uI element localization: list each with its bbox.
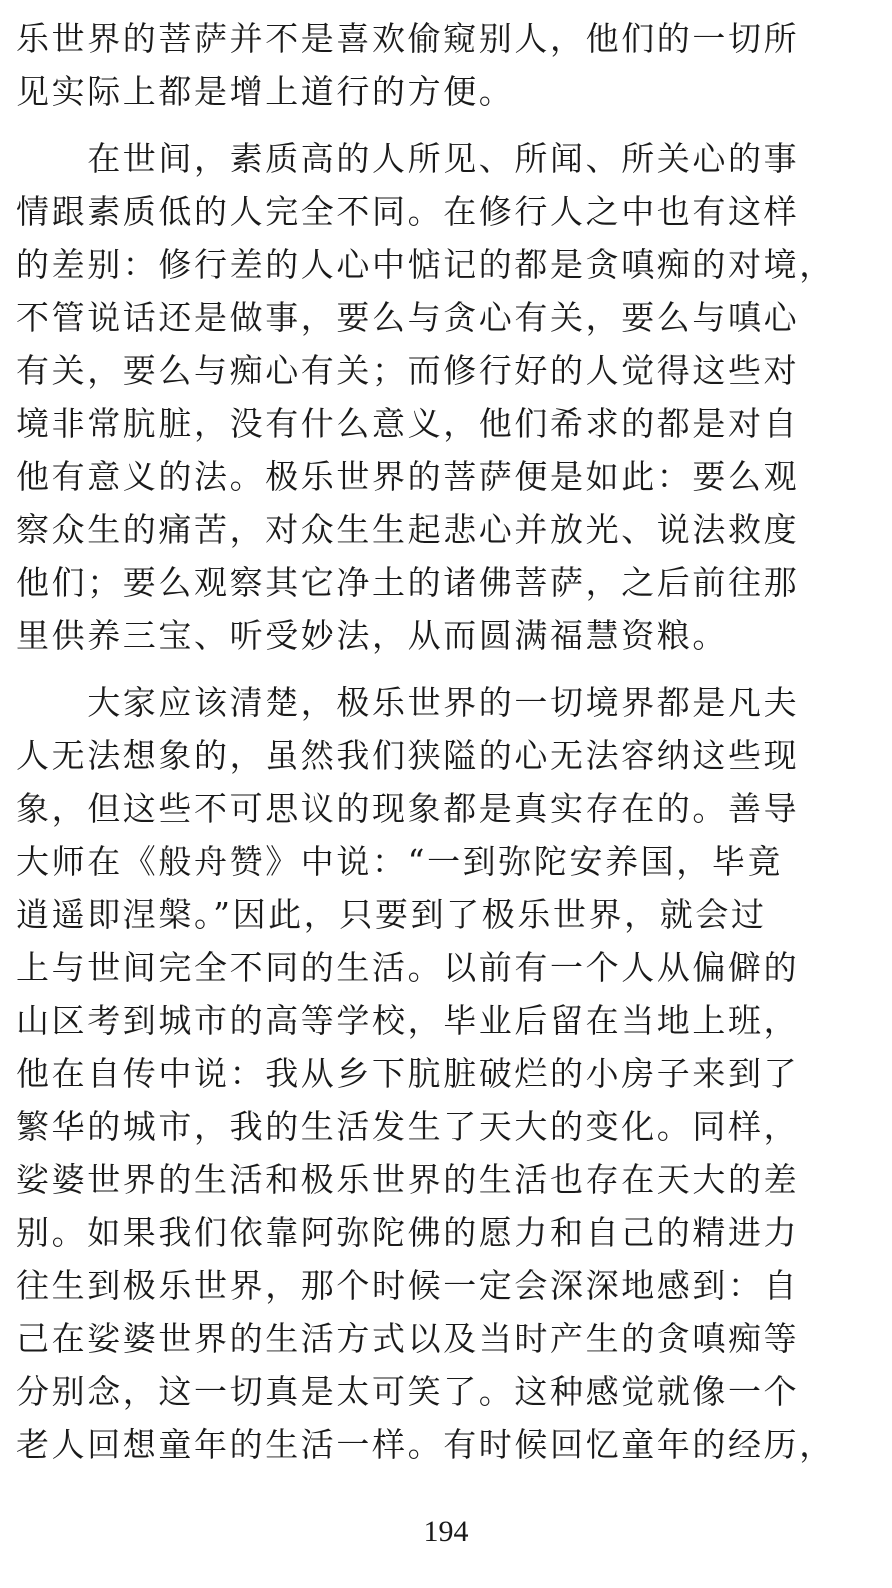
body-text — [16, 12, 876, 1471]
text-line: 乐世界的菩萨并不是喜欢偷窥别人，他们的一切所 — [16, 19, 800, 58]
text-line: 人无法想象的，虽然我们狭隘的心无法容纳这些现 — [16, 736, 800, 775]
paragraph-2 — [16, 132, 876, 662]
text-line: 他在自传中说：我从乡下肮脏破烂的小房子来到了 — [16, 1054, 800, 1093]
page-number: 194 — [423, 1515, 469, 1548]
paragraph-1 — [16, 12, 876, 118]
text-line: 娑婆世界的生活和极乐世界的生活也存在天大的差 — [16, 1160, 800, 1199]
paragraph-3 — [16, 676, 876, 1471]
text-line: 察众生的痛苦，对众生生起悲心并放光、说法救度 — [16, 510, 800, 549]
text-line: 有关，要么与痴心有关；而修行好的人觉得这些对 — [16, 351, 800, 390]
text-line: 大师在《般舟赞》中说：“一到弥陀安养国，毕竟 — [16, 842, 784, 881]
text-line: 不管说话还是做事，要么与贪心有关，要么与嗔心 — [16, 298, 800, 337]
text-line: 见实际上都是增上道行的方便。 — [16, 72, 515, 111]
text-line: 大家应该清楚，极乐世界的一切境界都是凡夫 — [16, 683, 800, 722]
text-line: 他有意义的法。极乐世界的菩萨便是如此：要么观 — [16, 457, 800, 496]
paragraph-gap — [16, 662, 876, 676]
text-line: 分别念，这一切真是太可笑了。这种感觉就像一个 — [16, 1372, 800, 1411]
text-line: 他们；要么观察其它净土的诸佛菩萨，之后前往那 — [16, 563, 800, 602]
paragraph-gap — [16, 118, 876, 132]
text-line: 上与世间完全不同的生活。以前有一个人从偏僻的 — [16, 948, 800, 987]
text-line: 的差别：修行差的人心中惦记的都是贪嗔痴的对境， — [16, 245, 835, 284]
text-line: 在世间，素质高的人所见、所闻、所关心的事 — [16, 139, 800, 178]
text-line: 老人回想童年的生活一样。有时候回忆童年的经历， — [16, 1425, 835, 1464]
text-line: 象，但这些不可思议的现象都是真实存在的。善导 — [16, 789, 800, 828]
text-line: 逍遥即涅槃。”因此，只要到了极乐世界，就会过 — [16, 895, 767, 934]
text-line: 己在娑婆世界的生活方式以及当时产生的贪嗔痴等 — [16, 1319, 800, 1358]
text-line: 境非常肮脏，没有什么意义，他们希求的都是对自 — [16, 404, 800, 443]
text-line: 往生到极乐世界，那个时候一定会深深地感到：自 — [16, 1266, 800, 1305]
text-line: 别。如果我们依靠阿弥陀佛的愿力和自己的精进力 — [16, 1213, 800, 1252]
text-line: 山区考到城市的高等学校，毕业后留在当地上班， — [16, 1001, 800, 1040]
text-line: 繁华的城市，我的生活发生了天大的变化。同样， — [16, 1107, 800, 1146]
text-line: 里供养三宝、听受妙法，从而圆满福慧资粮。 — [16, 616, 728, 655]
text-line: 情跟素质低的人完全不同。在修行人之中也有这样 — [16, 192, 800, 231]
